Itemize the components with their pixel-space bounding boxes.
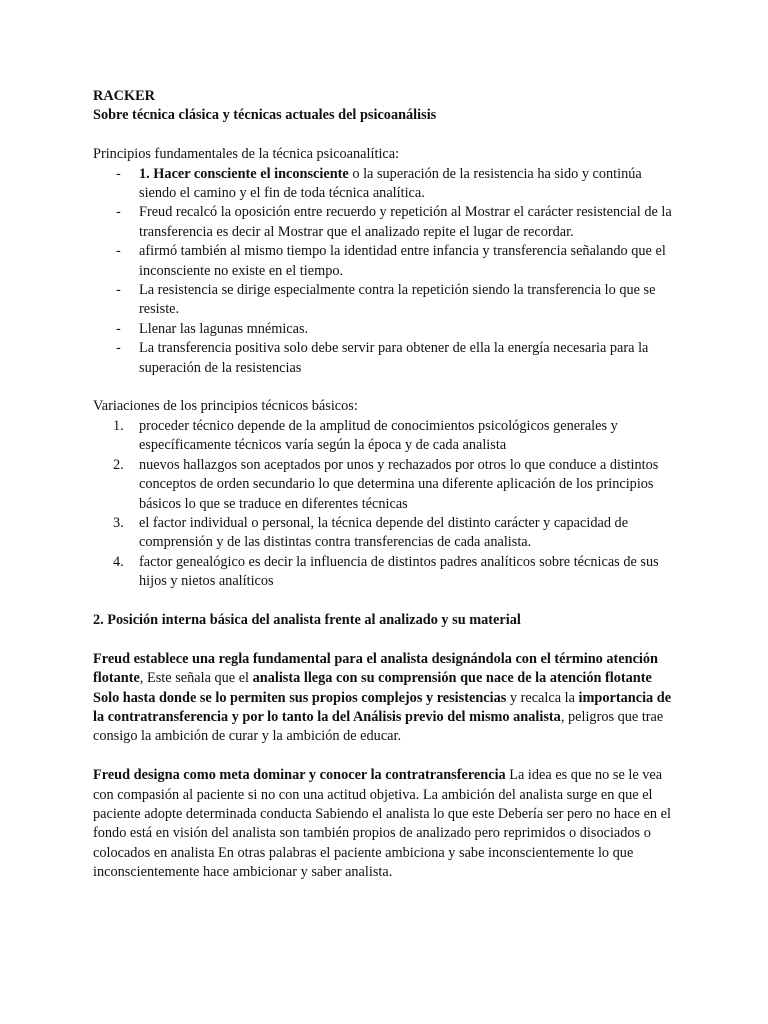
- text-run: analista llega con su comprensión que nace de la atención flotante Solo hasta donde se lo permiten sus propios complejos y resistencias: [93, 670, 652, 706]
- item-number: 3.: [113, 514, 124, 531]
- text-run: La idea es que no se le vea con compasión al paciente si no con una actitud objetiva. La ambición del analista surge en que el paciente adopte determinada conducta Sabiendo el analista lo que este Debería ser pero no hace en el fondo está en visión del analista son también propios de analizado pero reprimidos o disociados o colocados en analista En otras palabras el paciente ambiciona y sabe inconscientemente lo que inconscientemente hace ambicionar y saber analista.: [93, 767, 671, 881]
- document-body: [93, 87, 678, 883]
- item-number: 2.: [113, 456, 124, 473]
- list-item: - La resistencia se dirige especialmente contra la repetición siendo la transferencia lo que se resiste.: [93, 281, 678, 320]
- text-run: , peligros que trae consigo la ambición de curar y la ambición de educar.: [93, 708, 664, 745]
- principios-list: [93, 165, 678, 378]
- text-run: Freud designa como meta dominar y conocer la contratransferencia: [93, 767, 506, 784]
- principle-1-text: o la superación de la resistencia ha sido y continúa siendo el camino y el fin de toda técnica analítica.: [139, 165, 642, 202]
- spacer: [93, 126, 678, 145]
- item-text: factor genealógico es decir la influencia de distintos padres analíticos sobre técnicas de sus hijos y nietos analíticos: [139, 553, 659, 590]
- spacer: [93, 592, 678, 611]
- item-number: 1.: [113, 417, 124, 434]
- spacer: [93, 747, 678, 766]
- variaciones-heading: Variaciones de los principios técnicos básicos:: [93, 398, 358, 415]
- section-2-paragraph-2: [93, 766, 678, 882]
- doc-title: RACKER: [93, 88, 155, 104]
- item-text: el factor individual o personal, la técnica depende del distinto carácter y capacidad de comprensión y de las distintas contra transferencias de cada analista.: [139, 514, 629, 551]
- spacer: [93, 630, 678, 649]
- principle-1-bold: 1. Hacer consciente el inconsciente: [139, 165, 349, 182]
- text-run: , Este señala que el: [139, 670, 253, 687]
- list-item: - Freud recalcó la oposición entre recuerdo y repetición al Mostrar el carácter resistencial de la transferencia es decir al Mostrar que el analizado repite el lugar de recordar.: [93, 203, 678, 242]
- principios-heading: Principios fundamentales de la técnica psicoanalítica:: [93, 146, 400, 163]
- list-item: [93, 417, 678, 456]
- text-run: Freud establece una regla fundamental para el analista designándola con el término atención flotante: [93, 650, 658, 687]
- spacer: [93, 378, 678, 397]
- section-2-paragraph-1: [93, 650, 678, 747]
- list-item: [93, 553, 678, 592]
- list-item: - afirmó también al mismo tiempo la identidad entre infancia y transferencia señalando que el inconsciente no existe en el tiempo.: [93, 242, 678, 281]
- variaciones-list: [93, 417, 678, 592]
- list-item: - La transferencia positiva solo debe servir para obtener de ella la energía necesaria para la superación de la resistencias: [93, 339, 678, 378]
- list-item: [93, 456, 678, 514]
- section-2-heading: 2. Posición interna básica del analista frente al analizado y su material: [93, 611, 521, 628]
- list-item: - Llenar las lagunas mnémicas.: [93, 320, 678, 339]
- list-item: [93, 165, 678, 204]
- item-text: proceder técnico depende de la amplitud de conocimientos psicológicos generales y específicamente técnicos varía según la época y de cada analista: [139, 417, 618, 454]
- item-number: 4.: [113, 553, 124, 570]
- item-text: nuevos hallazgos son aceptados por unos y rechazados por otros lo que conduce a distintos conceptos de orden secundario lo que determina una diferente aplicación de los principios básicos lo que se traduce en diferentes técnicas: [139, 456, 659, 512]
- list-item: [93, 514, 678, 553]
- text-run: y recalca la: [506, 689, 579, 706]
- text-run: importancia de la contratransferencia y por lo tanto la del Análisis previo del mismo analista: [93, 689, 672, 725]
- doc-subtitle: Sobre técnica clásica y técnicas actuales del psicoanálisis: [93, 107, 437, 124]
